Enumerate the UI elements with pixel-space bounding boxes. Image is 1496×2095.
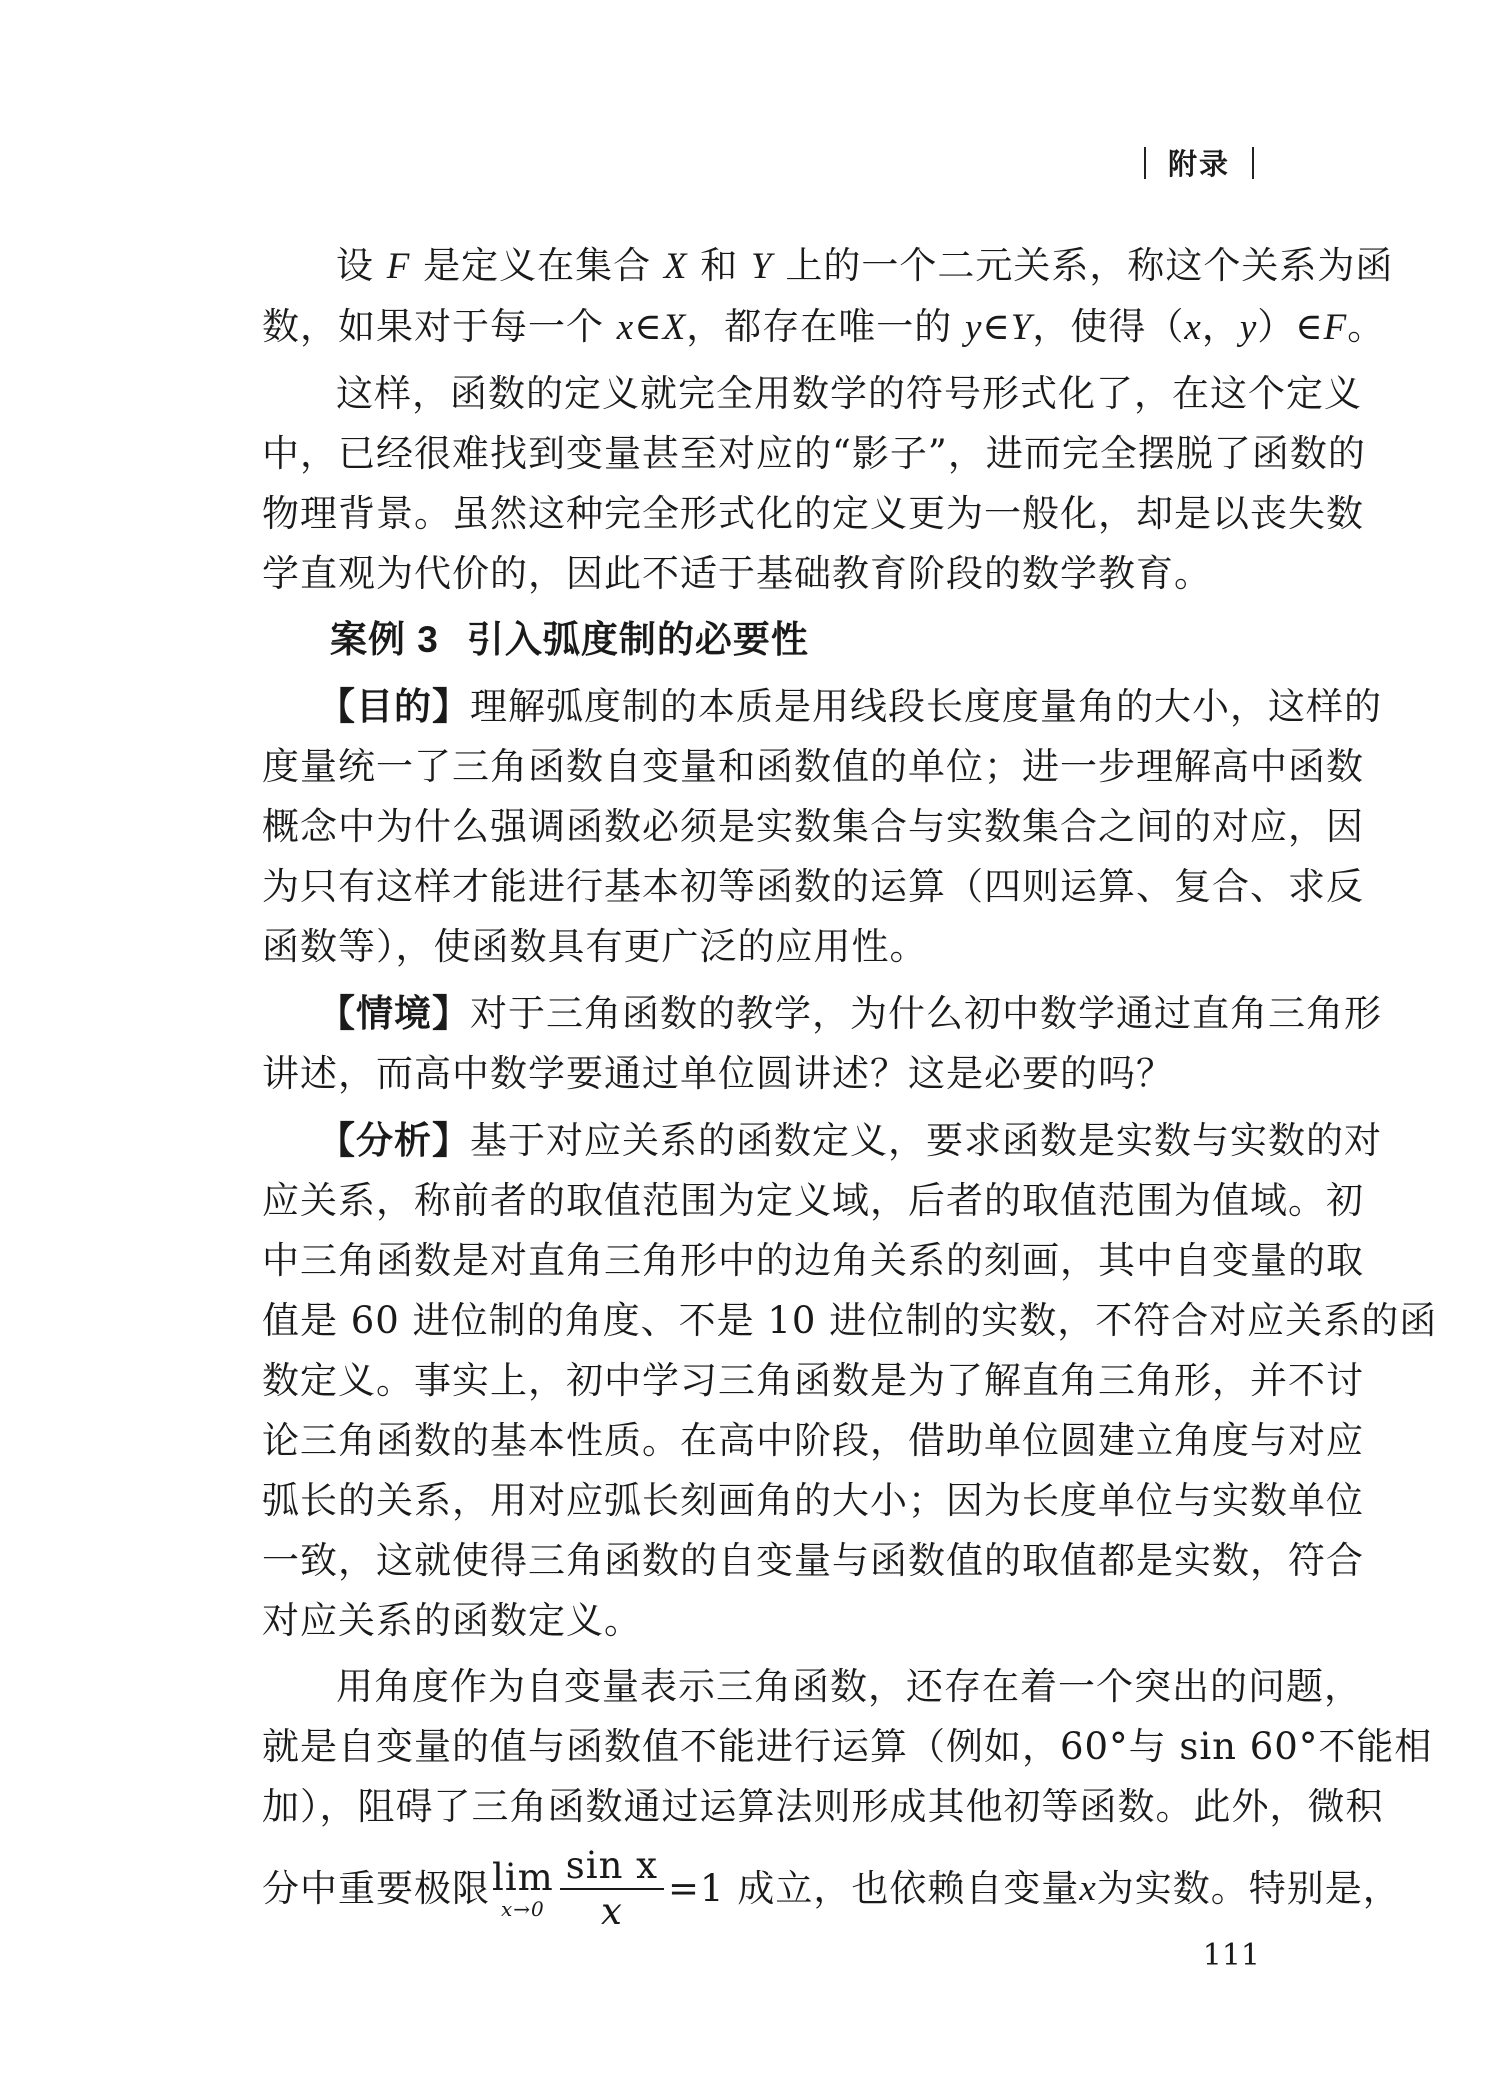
paragraph-analysis	[262, 1110, 1438, 1651]
paragraph-situation	[262, 983, 1382, 1104]
text-line	[262, 297, 1386, 358]
math-symbol: Y	[751, 246, 773, 287]
text-run: 数，如果对于每一个	[262, 305, 617, 348]
text-line: 学直观为代价的，因此不适于基础教育阶段的数学教育。	[262, 552, 1212, 595]
fraction	[560, 1844, 664, 1934]
math-symbol: F	[386, 246, 411, 287]
paragraph-purpose	[262, 676, 1382, 977]
math-symbol: y	[1239, 307, 1258, 348]
text-run: ，都存在唯一的	[686, 305, 965, 348]
text-run: 对于三角函数的教学，为什么初中数学通过直角三角形	[470, 992, 1382, 1035]
text-run: 是定义在集合	[410, 244, 664, 287]
text-run: 分中重要极限	[262, 1867, 490, 1910]
text-line: 物理背景。虽然这种完全形式化的定义更为一般化，却是以丧失数	[262, 492, 1364, 535]
limit-word: lim	[492, 1856, 554, 1899]
text-line	[262, 236, 1394, 297]
text-line: 值是 60 进位制的角度、不是 10 进位制的实数，不符合对应关系的函	[262, 1299, 1438, 1342]
math-symbol: x	[1184, 307, 1202, 348]
text-run: 理解弧度制的本质是用线段长度度量角的大小，这样的	[470, 685, 1382, 728]
paragraph-definition	[262, 236, 1394, 358]
section-tag: 【目的】	[318, 684, 470, 728]
running-head	[1122, 142, 1276, 183]
paragraph-angle-problem	[262, 1657, 1433, 1941]
paragraph-formalization	[262, 364, 1366, 604]
text-run: 设	[336, 244, 387, 287]
math-symbol: ∈	[982, 305, 1011, 348]
text-line: 概念中为什么强调函数必须是实数集合与实数集合之间的对应，因	[262, 805, 1364, 848]
math-symbol: X	[662, 307, 687, 348]
text-run: 。	[1347, 305, 1386, 348]
text-line: 应关系，称前者的取值范围为定义域，后者的取值范围为值域。初	[262, 1179, 1364, 1222]
section-tag: 【分析】	[318, 1118, 470, 1162]
math-symbol: x	[1079, 1868, 1097, 1909]
text-line: 数定义。事实上，初中学习三角函数是为了解直角三角形，并不讨	[262, 1359, 1364, 1402]
text-run: 上的一个二元关系，称这个关系为函	[772, 244, 1394, 287]
text-run: ，	[1201, 305, 1240, 348]
page-number: 111	[1202, 1938, 1260, 1973]
text-run: 为实数。特别是，	[1096, 1867, 1401, 1910]
math-symbol: x	[616, 307, 635, 348]
formula-line	[262, 1837, 1401, 1941]
section-title: 附录	[1167, 149, 1230, 181]
text-line: 这样，函数的定义就完全用数学的符号形式化了，在这个定义	[336, 372, 1362, 415]
divider	[1252, 147, 1254, 179]
fraction-denominator: x	[600, 1890, 623, 1933]
text-line: 用角度作为自变量表示三角函数，还存在着一个突出的问题，	[336, 1665, 1362, 1708]
text-line	[262, 983, 1382, 1044]
case-label: 案例 3	[330, 619, 439, 660]
math-symbol: F	[1323, 307, 1348, 348]
text-run: =1 成立，也依赖自变量	[668, 1867, 1080, 1910]
text-run: ）∈	[1257, 305, 1324, 348]
text-run: 和	[687, 244, 752, 287]
fraction-numerator: sin x	[560, 1844, 664, 1890]
text-line: 度量统一了三角函数自变量和函数值的单位；进一步理解高中函数	[262, 745, 1364, 788]
text-line: 加），阻碍了三角函数通过运算法则形成其他初等函数。此外，微积	[262, 1785, 1384, 1828]
math-symbol: ∈	[634, 305, 663, 348]
text-line: 对应关系的函数定义。	[262, 1599, 642, 1642]
limit-subscript: x→0	[501, 1897, 545, 1921]
text-line: 中三角函数是对直角三角形中的边角关系的刻画，其中自变量的取	[262, 1239, 1364, 1282]
text-line: 就是自变量的值与函数值不能进行运算（例如，60°与 sin 60°不能相	[262, 1725, 1433, 1768]
text-run: ，使得（	[1032, 305, 1185, 348]
body-text	[262, 236, 1438, 1947]
math-symbol: Y	[1010, 307, 1033, 348]
math-symbol: y	[964, 307, 983, 348]
limit-operator	[492, 1858, 554, 1920]
text-line: 弧长的关系，用对应弧长刻画角的大小；因为长度单位与实数单位	[262, 1479, 1364, 1522]
text-line: 论三角函数的基本性质。在高中阶段，借助单位圆建立角度与对应	[262, 1419, 1364, 1462]
text-line: 讲述，而高中数学要通过单位圆讲述？这是必要的吗？	[262, 1052, 1174, 1095]
text-line	[262, 676, 1382, 737]
text-line: 为只有这样才能进行基本初等函数的运算（四则运算、复合、求反	[262, 865, 1364, 908]
text-line	[262, 1110, 1382, 1171]
text-run: 基于对应关系的函数定义，要求函数是实数与实数的对	[470, 1119, 1382, 1162]
section-tag: 【情境】	[318, 991, 470, 1035]
case-heading	[262, 610, 1262, 670]
case-title: 引入弧度制的必要性	[466, 619, 809, 660]
divider	[1144, 147, 1146, 179]
math-symbol: X	[663, 246, 688, 287]
text-line: 一致，这就使得三角函数的自变量与函数值的取值都是实数，符合	[262, 1539, 1364, 1582]
text-line: 函数等），使函数具有更广泛的应用性。	[262, 925, 928, 968]
text-line: 中，已经很难找到变量甚至对应的“影子”，进而完全摆脱了函数的	[262, 432, 1366, 475]
